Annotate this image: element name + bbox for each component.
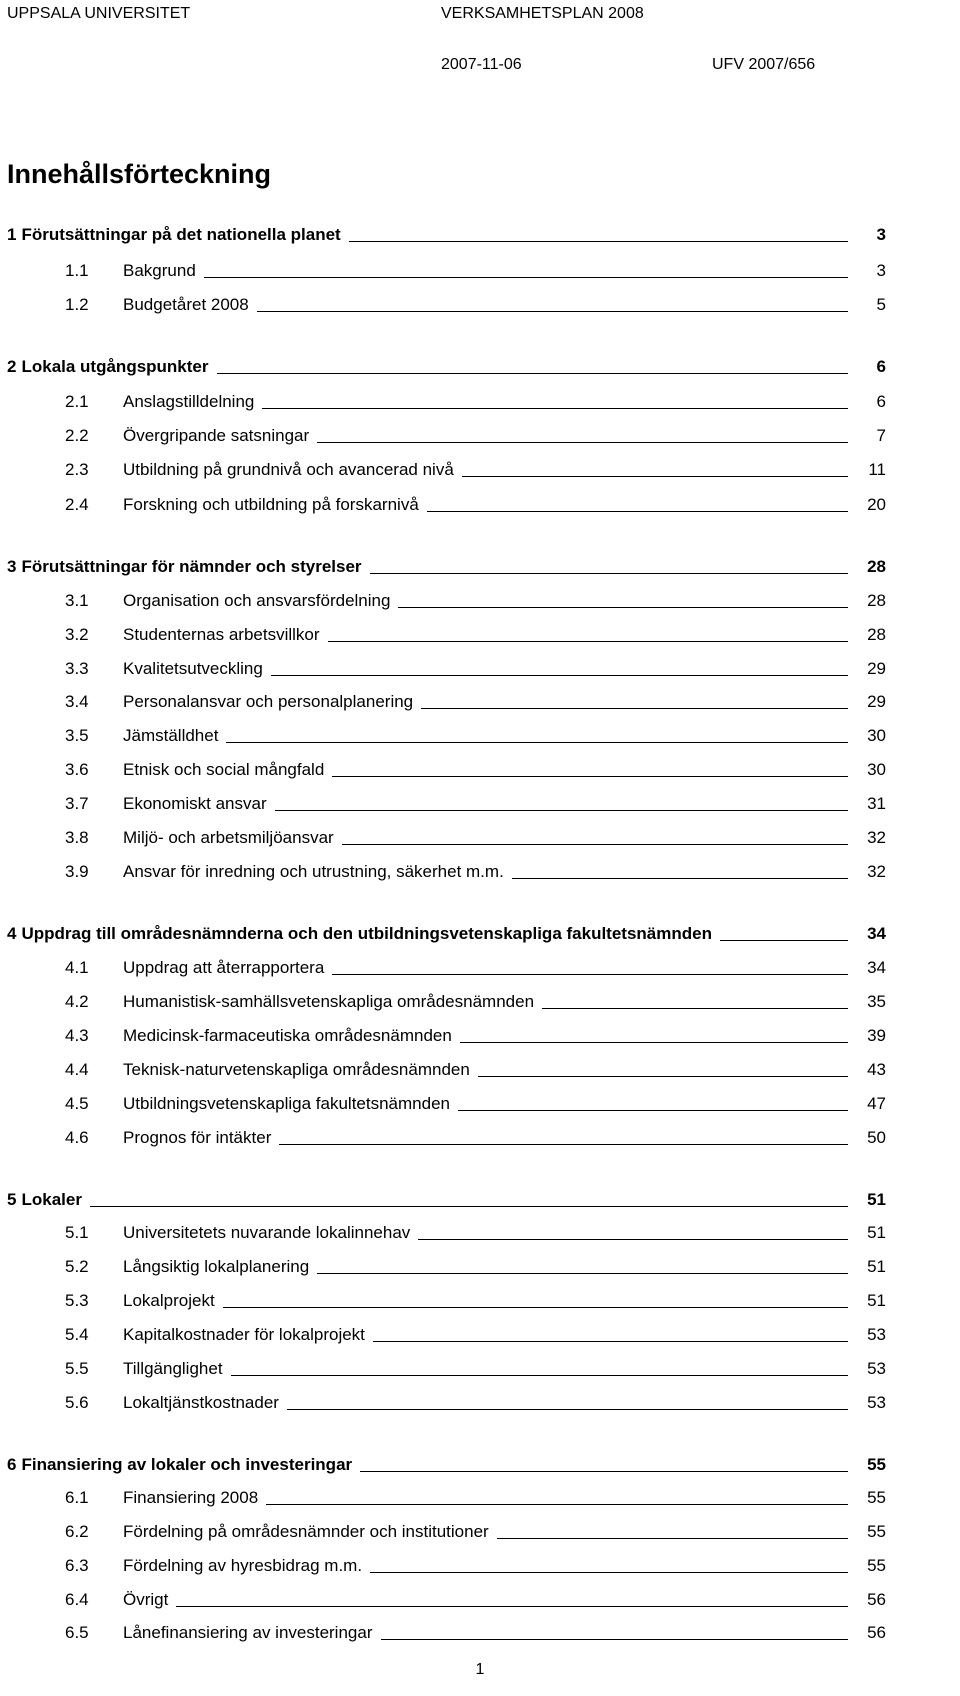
toc-entry-title: Medicinsk-farmaceutiska områdesnämnden: [123, 1026, 452, 1045]
toc-entry-title: Fördelning av hyresbidrag m.m.: [123, 1556, 363, 1575]
toc-leader-line: [478, 1076, 848, 1077]
toc-entry-page: 20: [867, 495, 886, 514]
toc-leader-line: [349, 241, 848, 242]
toc-entry[interactable]: [0, 1122, 960, 1148]
toc-entry[interactable]: [0, 1184, 960, 1210]
toc-entry-page: 6: [876, 392, 886, 411]
toc-entry-number: 3.2: [65, 625, 89, 644]
toc-leader-line: [342, 844, 848, 845]
toc-entry-number: 5: [7, 1190, 17, 1209]
toc-leader-line: [204, 277, 848, 278]
toc-leader-line: [279, 1144, 848, 1145]
toc-entry[interactable]: [0, 1088, 960, 1114]
toc-entry-title: Lokalprojekt: [123, 1291, 215, 1310]
toc-entry-title: Organisation och ansvarsfördelning: [123, 591, 391, 610]
toc-entry-number: 4.2: [65, 992, 89, 1011]
toc-entry-number: 5.1: [65, 1223, 89, 1242]
toc-leader-line: [176, 1606, 848, 1607]
toc-entry[interactable]: [0, 1217, 960, 1243]
toc-entry-page: 3: [876, 261, 886, 280]
toc-entry-page: 47: [867, 1094, 886, 1113]
toc-leader-line: [381, 1639, 849, 1640]
toc-leader-line: [328, 641, 848, 642]
toc-leader-line: [271, 675, 848, 676]
toc-entry-title: Forskning och utbildning på forskarnivå: [123, 495, 419, 514]
toc-entry-page: 55: [867, 1556, 886, 1575]
toc-entry[interactable]: [0, 386, 960, 412]
toc-title: Innehållsförteckning: [7, 159, 272, 189]
toc-entry-page: 32: [867, 828, 886, 847]
toc-leader-line: [460, 1042, 848, 1043]
header-right-line2: UFV 2007/656: [712, 56, 816, 73]
toc-entry-number: 4: [7, 924, 17, 943]
toc-entry[interactable]: [0, 822, 960, 848]
toc-entry-number: 1: [7, 225, 17, 244]
toc-entry-title: Förutsättningar på det nationella planet: [21, 225, 341, 244]
toc-entry[interactable]: [0, 1550, 960, 1576]
toc-entry-number: 3.5: [65, 726, 89, 745]
toc-leader-line: [542, 1008, 848, 1009]
toc-entry[interactable]: [0, 952, 960, 978]
toc-entry-page: 43: [867, 1060, 886, 1079]
toc-entry-title: Utbildningsvetenskapliga fakultetsnämnden: [123, 1094, 450, 1113]
toc-entry[interactable]: [0, 351, 960, 377]
toc-entry[interactable]: [0, 720, 960, 746]
toc-entry[interactable]: [0, 686, 960, 712]
toc-entry-title: Miljö- och arbetsmiljöansvar: [123, 828, 334, 847]
toc-leader-line: [512, 878, 848, 879]
toc-entry[interactable]: [0, 1020, 960, 1046]
toc-entry-title: Teknisk-naturvetenskapliga områdesnämnden: [123, 1060, 470, 1079]
toc-entry-title: Fördelning på områdesnämnder och institutioner: [123, 1522, 489, 1541]
toc-leader-line: [231, 1375, 848, 1376]
toc-leader-line: [421, 708, 848, 709]
toc-entry-number: 5.4: [65, 1325, 89, 1344]
toc-leader-line: [317, 442, 848, 443]
toc-leader-line: [497, 1538, 848, 1539]
toc-entry-title: Långsiktig lokalplanering: [123, 1257, 310, 1276]
toc-entry-title: Lokaler: [21, 1190, 82, 1209]
toc-entry-number: 3.4: [65, 692, 89, 711]
toc-entry-title: Personalansvar och personalplanering: [123, 692, 414, 711]
toc-entry-title: Ansvar för inredning och utrustning, säkerhet m.m.: [123, 862, 504, 881]
toc-entry-number: 6.3: [65, 1556, 89, 1575]
toc-entry-page: 50: [867, 1128, 886, 1147]
header-right-line1: VERKSAMHETSPLAN 2008: [441, 5, 644, 22]
toc-entry[interactable]: [0, 1449, 960, 1475]
toc-entry-number: 4.6: [65, 1128, 89, 1147]
toc-entry-number: 1.2: [65, 295, 89, 314]
toc-entry-page: 51: [867, 1257, 886, 1276]
toc-entry-title: Lokaltjänstkostnader: [123, 1393, 279, 1412]
toc-entry-number: 3: [7, 557, 17, 576]
toc-entry-title: Kvalitetsutveckling: [123, 659, 263, 678]
toc-entry-number: 3.9: [65, 862, 89, 881]
toc-entry-page: 30: [867, 726, 886, 745]
toc-leader-line: [332, 776, 848, 777]
toc-entry-page: 5: [876, 295, 886, 314]
toc-entry-title: Bakgrund: [123, 261, 196, 280]
toc-entry-page: 35: [867, 992, 886, 1011]
toc-entry-number: 4.1: [65, 958, 89, 977]
toc-entry-page: 53: [867, 1325, 886, 1344]
toc-leader-line: [720, 940, 848, 941]
toc-entry-page: 3: [876, 225, 886, 244]
toc-entry-title: Jämställdhet: [123, 726, 219, 745]
toc-entry-number: 3.6: [65, 760, 89, 779]
toc-entry-page: 6: [876, 357, 886, 376]
toc-entry[interactable]: [0, 788, 960, 814]
toc-leader-line: [275, 810, 848, 811]
toc-entry[interactable]: [0, 1319, 960, 1345]
toc-leader-line: [398, 607, 848, 608]
toc-entry-number: 2.4: [65, 495, 89, 514]
toc-entry-title: Etnisk och social mångfald: [123, 760, 325, 779]
toc-entry-number: 5.6: [65, 1393, 89, 1412]
toc-entry-number: 5.5: [65, 1359, 89, 1378]
toc-entry[interactable]: [0, 1617, 960, 1643]
toc-leader-line: [90, 1206, 848, 1207]
toc-entry-number: 3.7: [65, 794, 89, 813]
toc-entry[interactable]: [0, 1285, 960, 1311]
toc-entry-title: Finansiering av lokaler och investeringar: [21, 1455, 353, 1474]
toc-entry-page: 29: [867, 692, 886, 711]
toc-entry[interactable]: [0, 653, 960, 679]
toc-entry[interactable]: [0, 856, 960, 882]
toc-entry-title: Tillgänglighet: [123, 1359, 223, 1378]
toc-entry[interactable]: [0, 289, 960, 315]
toc-entry-page: 29: [867, 659, 886, 678]
toc-entry[interactable]: [0, 1387, 960, 1413]
toc-entry-title: Lokala utgångspunkter: [21, 357, 209, 376]
toc-entry-number: 2.2: [65, 426, 89, 445]
toc-entry-page: 28: [867, 591, 886, 610]
toc-entry-number: 4.5: [65, 1094, 89, 1113]
toc-entry-page: 56: [867, 1623, 886, 1642]
toc-leader-line: [226, 742, 848, 743]
toc-entry-page: 30: [867, 760, 886, 779]
toc-entry-number: 2: [7, 357, 17, 376]
toc-entry-page: 32: [867, 862, 886, 881]
toc-entry-number: 3.8: [65, 828, 89, 847]
toc-entry[interactable]: [0, 255, 960, 281]
toc-entry-title: Studenternas arbetsvillkor: [123, 625, 320, 644]
toc-entry[interactable]: [0, 1584, 960, 1610]
toc-entry-number: 4.4: [65, 1060, 89, 1079]
toc-entry-page: 55: [867, 1488, 886, 1507]
toc-entry-page: 53: [867, 1359, 886, 1378]
toc-entry[interactable]: [0, 918, 960, 944]
toc-entry-title: Övrigt: [123, 1590, 169, 1609]
toc-entry-number: 2.1: [65, 392, 89, 411]
toc-leader-line: [458, 1110, 848, 1111]
toc-entry-page: 28: [867, 625, 886, 644]
toc-entry-page: 34: [867, 958, 886, 977]
toc-entry-page: 31: [867, 794, 886, 813]
toc-entry[interactable]: [0, 1482, 960, 1508]
toc-entry[interactable]: [0, 489, 960, 515]
toc-leader-line: [266, 1504, 848, 1505]
toc-entry-number: 6.2: [65, 1522, 89, 1541]
toc-entry-number: 3.3: [65, 659, 89, 678]
toc-entry-number: 6.4: [65, 1590, 89, 1609]
toc-entry-number: 5.3: [65, 1291, 89, 1310]
toc-entry-title: Humanistisk-samhällsvetenskapliga områdesnämnden: [123, 992, 535, 1011]
toc-entry-number: 5.2: [65, 1257, 89, 1276]
toc-leader-line: [223, 1307, 848, 1308]
toc-entry-title: Anslagstilldelning: [123, 392, 255, 411]
toc-entry-title: Utbildning på grundnivå och avancerad nivå: [123, 460, 454, 479]
toc-entry-page: 11: [868, 460, 886, 479]
toc-entry[interactable]: [0, 1054, 960, 1080]
toc-leader-line: [462, 476, 848, 477]
toc-entry-title: Budgetåret 2008: [123, 295, 249, 314]
toc-entry-title: Finansiering 2008: [123, 1488, 259, 1507]
toc-entry-title: Uppdrag att återrapportera: [123, 958, 325, 977]
toc-entry-page: 7: [876, 426, 886, 445]
toc-entry-number: 1.1: [65, 261, 89, 280]
toc-entry[interactable]: [0, 454, 960, 480]
toc-leader-line: [317, 1273, 848, 1274]
toc-entry-number: 6.5: [65, 1623, 89, 1642]
toc-entry[interactable]: [0, 619, 960, 645]
toc-leader-line: [370, 573, 848, 574]
toc-entry-title: Universitetets nuvarande lokalinnehav: [123, 1223, 411, 1242]
toc-entry-title: Uppdrag till områdesnämnderna och den utbildningsvetenskapliga fakultetsnämnden: [21, 924, 712, 943]
toc-entry[interactable]: [0, 420, 960, 446]
toc-entry-page: 34: [867, 924, 886, 943]
header-left-line1: UPPSALA UNIVERSITET: [7, 5, 191, 22]
toc-entry[interactable]: [0, 219, 960, 245]
toc-entry-page: 51: [867, 1223, 886, 1242]
toc-leader-line: [257, 311, 848, 312]
toc-entry[interactable]: [0, 585, 960, 611]
toc-entry[interactable]: [0, 1353, 960, 1379]
toc-leader-line: [360, 1471, 848, 1472]
toc-entry-number: 6: [7, 1455, 17, 1474]
toc-leader-line: [332, 974, 848, 975]
toc-entry-number: 4.3: [65, 1026, 89, 1045]
toc-entry-title: Lånefinansiering av investeringar: [123, 1623, 373, 1642]
toc-entry[interactable]: [0, 1251, 960, 1277]
header-left-line2: 2007-11-06: [441, 56, 522, 73]
toc-leader-line: [217, 373, 849, 374]
toc-entry-title: Övergripande satsningar: [123, 426, 310, 445]
toc-leader-line: [418, 1239, 848, 1240]
toc-entry-page: 55: [867, 1522, 886, 1541]
toc-leader-line: [373, 1341, 848, 1342]
toc-entry-number: 6.1: [65, 1488, 89, 1507]
toc-entry-title: Förutsättningar för nämnder och styrelser: [21, 557, 362, 576]
toc-leader-line: [287, 1409, 848, 1410]
toc-entry-number: 3.1: [65, 591, 89, 610]
toc-entry-page: 55: [867, 1455, 886, 1474]
toc-leader-line: [427, 511, 848, 512]
toc-entry-title: Prognos för intäkter: [123, 1128, 272, 1147]
toc-leader-line: [370, 1572, 848, 1573]
toc-leader-line: [262, 408, 848, 409]
toc-entry-title: Ekonomiskt ansvar: [123, 794, 267, 813]
toc-entry[interactable]: [0, 754, 960, 780]
toc-entry-number: 2.3: [65, 460, 89, 479]
toc-entry-page: 51: [867, 1291, 886, 1310]
toc-entry[interactable]: [0, 1516, 960, 1542]
toc-entry-page: 28: [867, 557, 886, 576]
page-number: 1: [475, 1661, 485, 1678]
toc-entry[interactable]: [0, 986, 960, 1012]
toc-entry-page: 53: [867, 1393, 886, 1412]
toc-entry-page: 51: [867, 1190, 886, 1209]
toc-entry-page: 39: [867, 1026, 886, 1045]
toc-entry[interactable]: [0, 551, 960, 577]
toc-entry-title: Kapitalkostnader för lokalprojekt: [123, 1325, 365, 1344]
toc-entry-page: 56: [867, 1590, 886, 1609]
